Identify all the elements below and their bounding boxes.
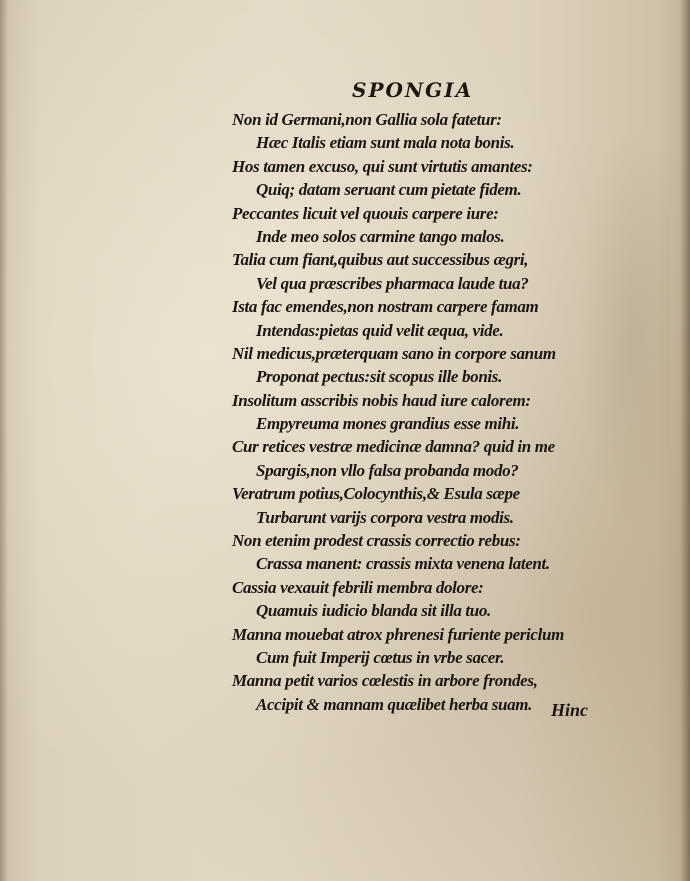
verse-line: Talia cum fiant,quibus aut successibus ægri, — [232, 250, 529, 270]
verse-line: Veratrum potius,Colocynthis,& Esula sæpe — [232, 484, 520, 504]
verse-line: Empyreuma mones grandius esse mihi. — [256, 414, 520, 434]
verse-line: Ista fac emendes,non nostram carpere famam — [232, 297, 539, 317]
verse-line: Quiq; datam seruant cum pietate fidem. — [256, 180, 522, 200]
verse-line: Manna mouebat atrox phrenesi furiente periclum — [232, 624, 564, 644]
verse-line: Nil medicus,præterquam sano in corpore sanum — [232, 343, 556, 363]
verse-line: Quamuis iudicio blanda sit illa tuo. — [256, 601, 491, 621]
verse-line: Manna petit varios cœlestis in arbore frondes, — [232, 671, 538, 691]
page-gutter-shadow — [0, 0, 8, 881]
verse-line: Peccantes licuit vel quouis carpere iure: — [232, 203, 499, 223]
verse-line: Non id Germani,non Gallia sola fatetur: — [232, 110, 502, 129]
verse-line: Insolitum asscribis nobis haud iure calorem: — [232, 390, 531, 410]
verse-line: Intendas:pietas quid velit æqua, vide. — [256, 320, 504, 340]
verse-line: Inde meo solos carmine tango malos. — [256, 226, 505, 246]
running-head: SPONGIA — [352, 78, 474, 102]
verse-line: Vel qua præscribes pharmaca laude tua? — [256, 273, 529, 293]
verse-block — [232, 108, 632, 716]
verse-line: Spargis,non vllo falsa probanda modo? — [256, 460, 519, 480]
verse-line: Hos tamen excuso, qui sunt virtutis amantes: — [232, 156, 533, 176]
verse-line: Accipit & mannam quælibet herba suam. — [256, 694, 533, 714]
verse-line: Cur retices vestræ medicinæ damna? quid in me — [232, 437, 555, 457]
verse-line: Hæc Italis etiam sunt mala nota bonis. — [256, 133, 515, 153]
page-edge-shadow — [680, 0, 690, 881]
verse-line: Cassia vexauit febrili membra dolore: — [232, 577, 484, 597]
verse-line: Crassa manent: crassis mixta venena latent. — [256, 554, 550, 574]
verse-line: Turbarunt varijs corpora vestra modis. — [256, 507, 514, 527]
catchword: Hinc — [551, 700, 589, 720]
verse-line: Cum fuit Imperij cœtus in vrbe sacer. — [256, 647, 505, 667]
verse-line: Proponat pectus:sit scopus ille bonis. — [256, 367, 502, 387]
verse-line: Non etenim prodest crassis correctio rebus: — [232, 531, 521, 551]
